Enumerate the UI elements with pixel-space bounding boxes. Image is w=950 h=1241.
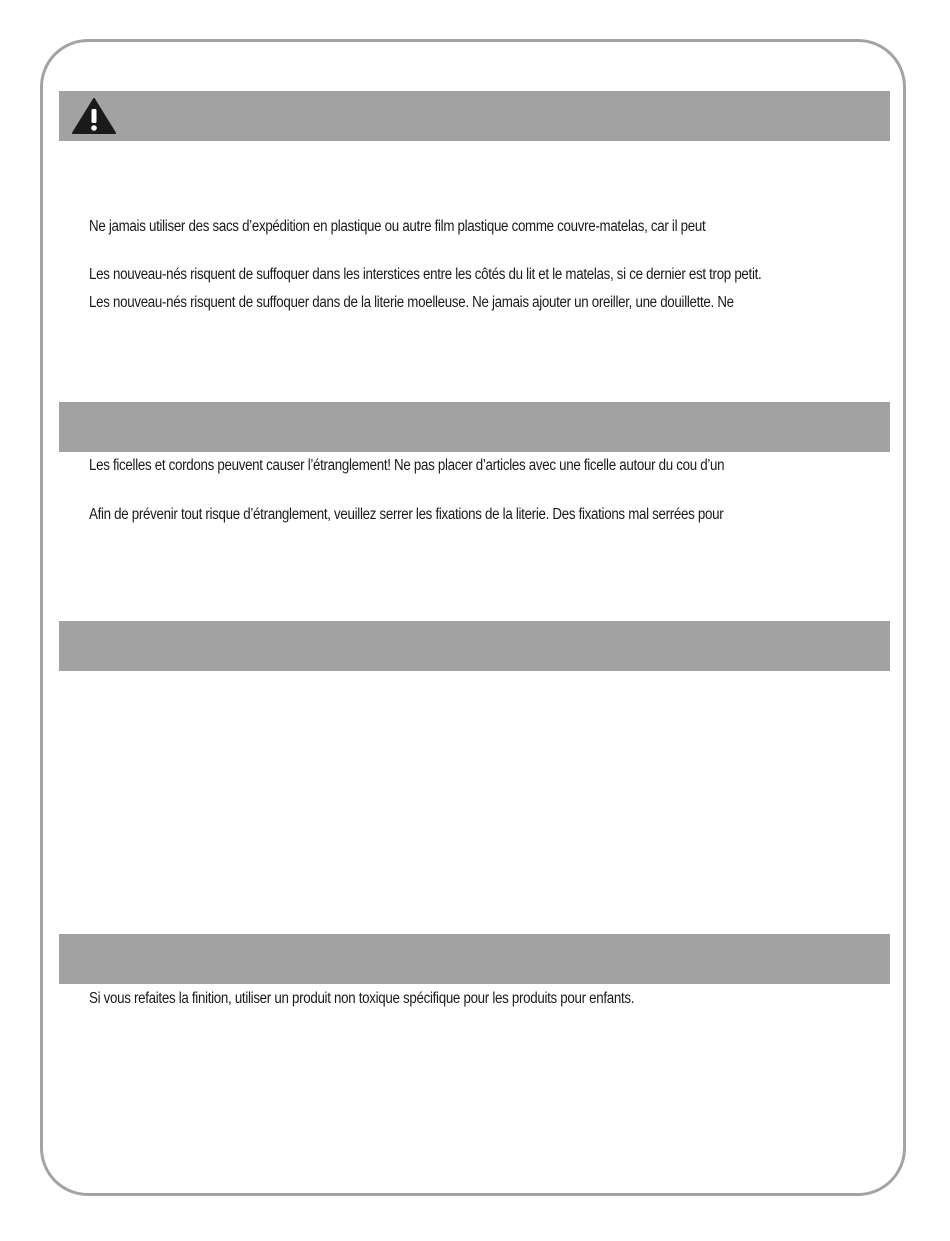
warning-triangle-icon	[72, 98, 116, 134]
section-header-finish	[59, 934, 890, 984]
section-header-warning	[59, 91, 890, 141]
page-frame	[40, 39, 906, 1196]
warning-text-line: Les nouveau-nés risquent de suffoquer dans les interstices entre les côtés du lit et le matelas, si ce dernier est trop petit.	[89, 266, 762, 283]
strangulation-text-line: Les ficelles et cordons peuvent causer l’étranglement! Ne pas placer d’articles avec une ficelle autour du cou d’un	[89, 457, 725, 474]
section-header-strangulation	[59, 402, 890, 452]
warning-text-line: Les nouveau-nés risquent de suffoquer dans de la literie moelleuse. Ne jamais ajouter un oreiller, une douillette. Ne	[89, 294, 734, 311]
finish-text-line: Si vous refaites la finition, utiliser un produit non toxique spécifique pour les produits pour enfants.	[89, 990, 635, 1007]
section-header-blank	[59, 621, 890, 671]
warning-text-line: Ne jamais utiliser des sacs d’expédition en plastique ou autre film plastique comme couvre-matelas, car il peut	[89, 218, 706, 235]
strangulation-text-line: Afin de prévenir tout risque d’étranglement, veuillez serrer les fixations de la literie. Des fixations mal serrées pour	[89, 506, 724, 523]
